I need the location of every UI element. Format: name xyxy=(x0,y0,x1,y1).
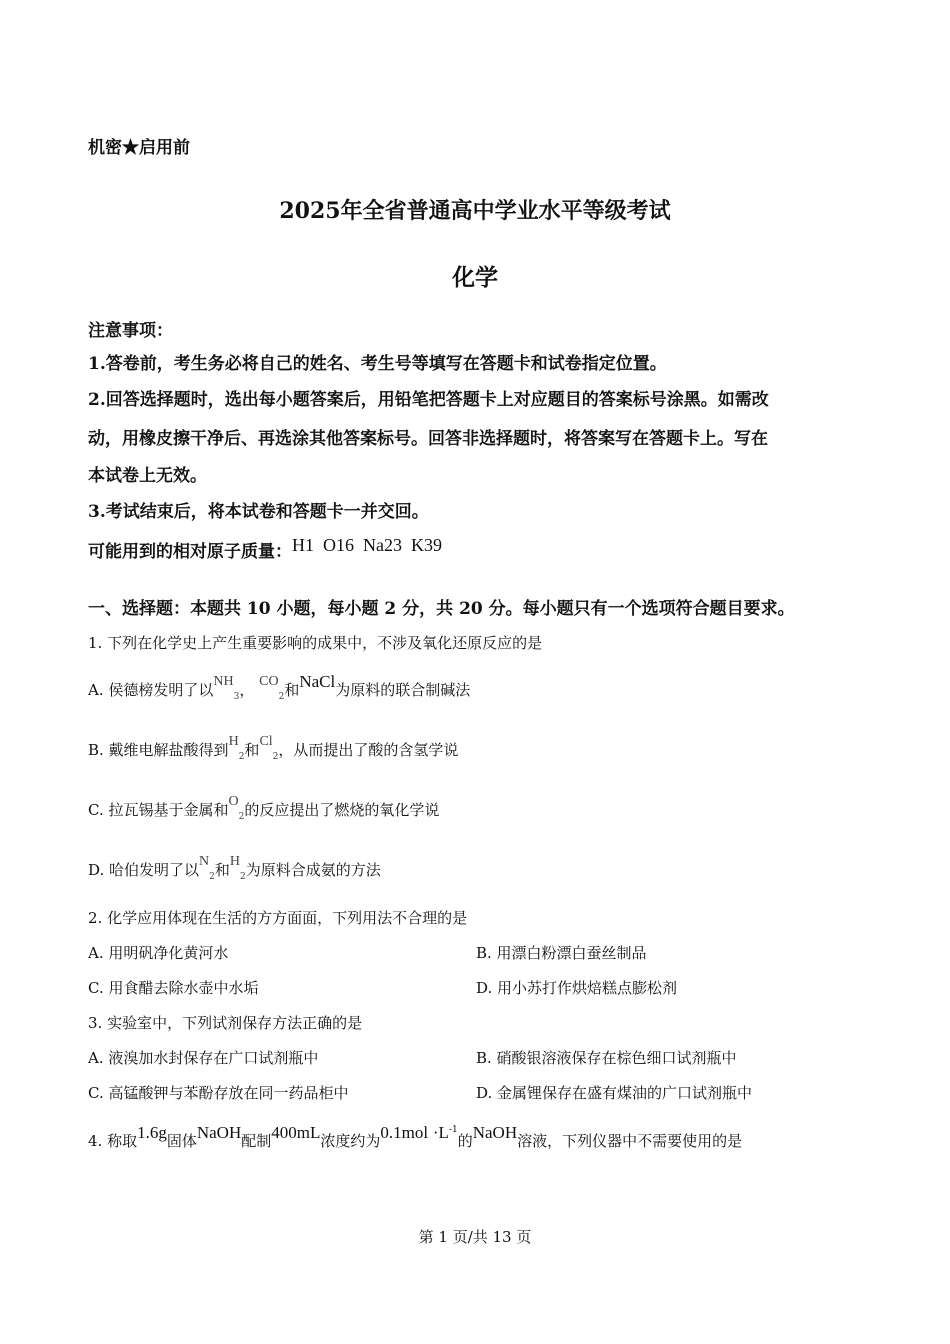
note-2-line-1: 2.回答选择题时，选出每小题答案后，用铅笔把答题卡上对应题目的答案标号涂黑。如需改 xyxy=(88,390,769,410)
q2-option-d: D. 用小苏打作烘焙糕点膨松剂 xyxy=(476,979,678,997)
q1-option-a: A. 侯德榜发明了以$NH_3$， $CO_2$和NaCl为原料的联合制碱法 xyxy=(88,672,471,702)
atomic-masses-line xyxy=(88,537,442,562)
atomic-masses-values: H1 O16 Na23 K39 xyxy=(292,535,442,555)
q4-stem: 4. 称取1.6g固体NaOH配制400mL浓度约为$0.1mol \cdot L^{-1}$的NaOH溶液，下列仪器中不需要使用的是 xyxy=(88,1123,743,1150)
exam-title: 2025年全省普通高中学业水平等级考试 xyxy=(279,198,671,224)
confidential-label: 机密★启用前 xyxy=(88,138,190,158)
q3-option-c: C. 高锰酸钾与苯酚存放在同一药品柜中 xyxy=(88,1084,349,1102)
q1-option-b: B. 戴维电解盐酸得到$H_2$和$Cl_2$，从而提出了酸的含氢学说 xyxy=(88,734,459,762)
atomic-masses-label: 可能用到的相对原子质量： xyxy=(88,542,292,562)
q2-stem: 2. 化学应用体现在生活的方方面面，下列用法不合理的是 xyxy=(88,909,468,927)
q2-option-b: B. 用漂白粉漂白蚕丝制品 xyxy=(476,944,647,962)
q2-option-a: A. 用明矾净化黄河水 xyxy=(88,944,229,962)
note-1: 1.答卷前，考生务必将自己的姓名、考生号等填写在答题卡和试卷指定位置。 xyxy=(88,354,667,374)
q1-option-c: C. 拉瓦锡基于金属和$O_2$的反应提出了燃烧的氧化学说 xyxy=(88,794,440,822)
q3-option-d: D. 金属锂保存在盛有煤油的广口试剂瓶中 xyxy=(476,1084,753,1102)
q1-stem: 1. 下列在化学史上产生重要影响的成果中，不涉及氧化还原反应的是 xyxy=(88,634,543,652)
note-2-line-3: 本试卷上无效。 xyxy=(88,466,207,486)
q2-option-c: C. 用食醋去除水壶中水垢 xyxy=(88,979,259,997)
q3-option-a: A. 液溴加水封保存在广口试剂瓶中 xyxy=(88,1049,319,1067)
note-3: 3.考试结束后，将本试卷和答题卡一并交回。 xyxy=(88,502,429,522)
q3-stem: 3. 实验室中，下列试剂保存方法正确的是 xyxy=(88,1014,363,1032)
q3-option-b: B. 硝酸银溶液保存在棕色细口试剂瓶中 xyxy=(476,1049,737,1067)
q1-option-d: D. 哈伯发明了以$N_2$和$H_2$为原料合成氨的方法 xyxy=(88,854,381,882)
section-1-heading: 一、选择题：本题共 10 小题，每小题 2 分，共 20 分。每小题只有一个选项符合题目要求。 xyxy=(88,599,795,619)
page-number: 第 1 页/共 13 页 xyxy=(418,1228,532,1246)
notes-heading: 注意事项： xyxy=(88,321,173,341)
subject-title: 化学 xyxy=(452,264,498,291)
note-2-line-2: 动，用橡皮擦干净后、再选涂其他答案标号。回答非选择题时，将答案写在答题卡上。写在 xyxy=(88,429,768,449)
